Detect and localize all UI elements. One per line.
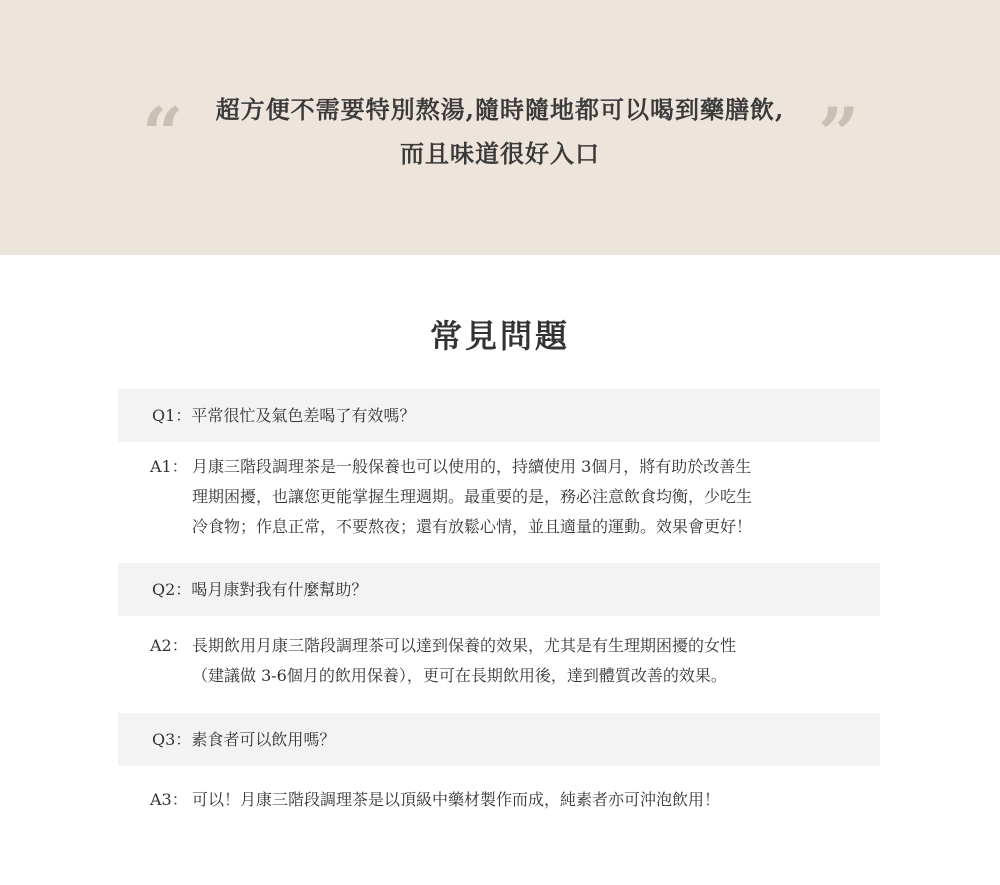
answer-text <box>192 452 850 542</box>
open-quote-icon: “ <box>142 91 184 176</box>
quote-line: 超方便不需要特別熬湯,隨時隨地都可以喝到藥膳飲, <box>215 95 785 124</box>
faq-question-2 <box>118 563 880 616</box>
answer-line: 理期困擾，也讓您更能掌握生理週期。最重要的是，務必注意飲食均衡，少吃生 <box>192 487 753 506</box>
faq-answer-3 <box>150 785 850 815</box>
question-label: Q1： <box>152 406 192 425</box>
question-text: 平常很忙及氣色差喝了有效嗎？ <box>191 406 416 425</box>
answer-line: 長期飲用月康三階段調理茶可以達到保養的效果，尤其是有生理期困擾的女性 <box>192 636 737 655</box>
faq-title: 常見問題 <box>429 317 570 355</box>
answer-text <box>192 785 850 815</box>
testimonial-banner <box>0 0 1000 255</box>
question-label: Q3： <box>152 730 192 749</box>
faq-answer-1 <box>150 452 850 542</box>
faq-answer-2 <box>150 631 850 691</box>
answer-line: 冷食物；作息正常，不要熬夜；還有放鬆心情，並且適量的運動。效果會更好！ <box>192 517 753 536</box>
question-text: 素食者可以飲用嗎？ <box>191 730 336 749</box>
answer-line: （建議做 3-6個月的飲用保養），更可在長期飲用後，達到體質改善的效果。 <box>192 666 727 685</box>
answer-label: A1： <box>150 457 188 476</box>
answer-label: A2： <box>150 636 188 655</box>
answer-line: 月康三階段調理茶是一般保養也可以使用的，持續使用 3個月，將有助於改善生 <box>192 457 752 476</box>
testimonial-quote <box>190 88 810 176</box>
question-text: 喝月康對我有什麼幫助？ <box>191 580 368 599</box>
question-label: Q2： <box>152 580 192 599</box>
answer-label: A3： <box>150 790 188 809</box>
answer-text <box>192 631 850 691</box>
answer-line: 可以！月康三階段調理茶是以頂級中藥材製作而成，純素者亦可沖泡飲用！ <box>192 790 721 809</box>
faq-question-3 <box>118 713 880 766</box>
faq-question-1 <box>118 389 880 442</box>
quote-line: 而且味道很好入口 <box>400 139 600 168</box>
close-quote-icon: ” <box>818 91 860 176</box>
